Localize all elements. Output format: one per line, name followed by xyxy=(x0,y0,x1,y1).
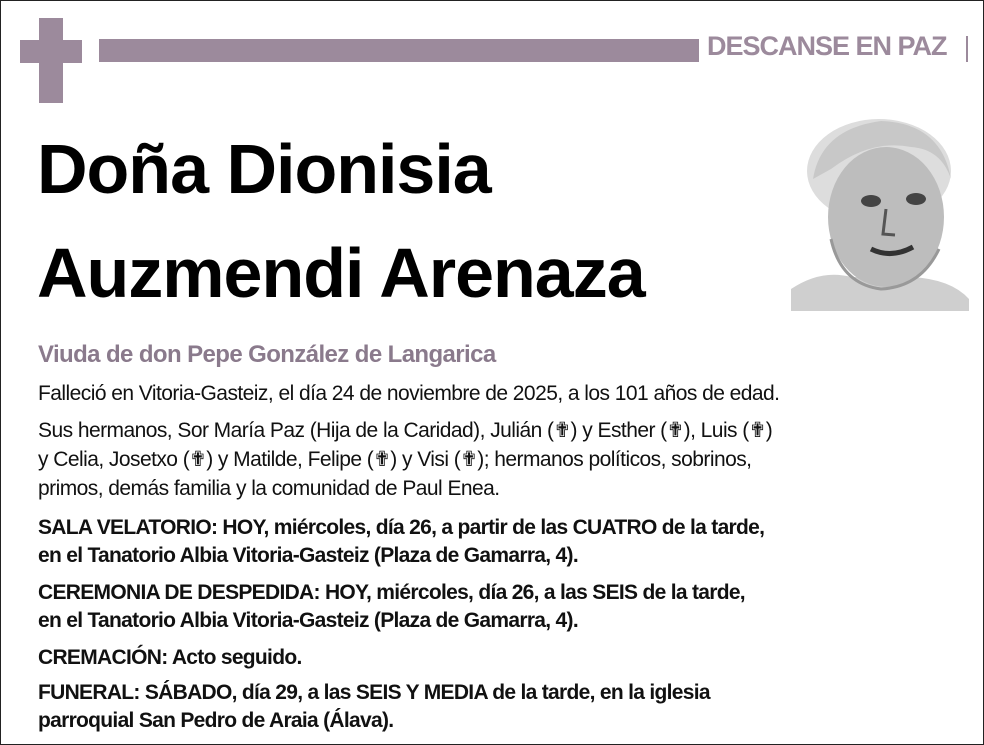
family-line: Sus hermanos, Sor María Paz (Hija de la Caridad), Julián (✟) y Esther (✟), Luis (✟) xyxy=(38,419,773,442)
portrait-photo xyxy=(791,109,969,311)
funeral-line: parroquial San Pedro de Araia (Álava). xyxy=(38,709,394,732)
header-divider xyxy=(966,36,968,62)
cross-icon-arm xyxy=(20,40,82,63)
wake-line: SALA VELATORIO: HOY, miércoles, día 26, a partir de las CUATRO de la tarde, xyxy=(38,516,765,539)
funeral-line: FUNERAL: SÁBADO, día 29, a las SEIS Y MEDIA de la tarde, en la iglesia xyxy=(38,681,710,704)
header-label: DESCANSE EN PAZ xyxy=(707,31,947,61)
ceremony-line: en el Tanatorio Albia Vitoria-Gasteiz (Plaza de Gamarra, 4). xyxy=(38,609,578,632)
name-line-2: Auzmendi Arenaza xyxy=(37,234,645,312)
wake-line: en el Tanatorio Albia Vitoria-Gasteiz (Plaza de Gamarra, 4). xyxy=(38,544,578,567)
family-line: primos, demás familia y la comunidad de Paul Enea. xyxy=(38,477,500,500)
death-line: Falleció en Vitoria-Gasteiz, el día 24 de noviembre de 2025, a los 101 años de edad. xyxy=(38,382,780,405)
name-line-1: Doña Dionisia xyxy=(37,130,491,208)
cremation-line: CREMACIÓN: Acto seguido. xyxy=(38,646,302,669)
header-bar xyxy=(99,39,699,62)
subtitle: Viuda de don Pepe González de Langarica xyxy=(38,341,496,368)
family-line: y Celia, Josetxo (✟) y Matilde, Felipe (✟) y Visi (✟); hermanos políticos, sobrinos, xyxy=(38,448,752,471)
ceremony-line: CEREMONIA DE DESPEDIDA: HOY, miércoles, día 26, a las SEIS de la tarde, xyxy=(38,581,745,604)
